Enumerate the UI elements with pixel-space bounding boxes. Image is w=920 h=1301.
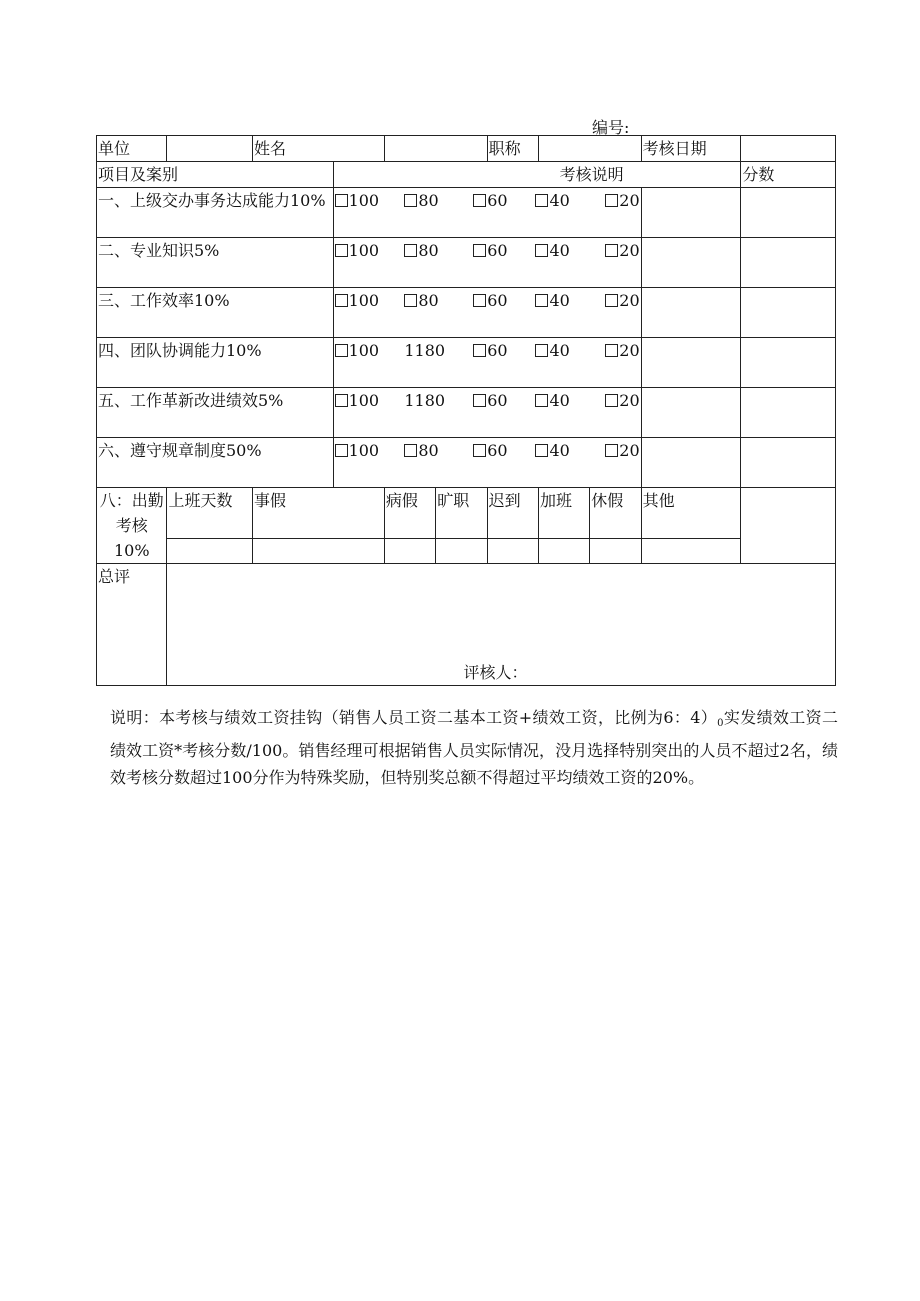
attendance-header-row <box>97 488 836 539</box>
item-label: 一、上级交办事务达成能力10% <box>97 188 334 238</box>
item-score-cell[interactable] <box>741 338 836 388</box>
checkbox-icon[interactable] <box>535 394 548 407</box>
item-label: 二、专业知识5% <box>97 238 334 288</box>
rating-option[interactable] <box>605 288 639 313</box>
rating-option[interactable] <box>404 438 473 463</box>
rating-option-label: 40 <box>549 391 570 410</box>
rating-options-group <box>335 238 640 263</box>
rating-option[interactable] <box>404 338 473 363</box>
rating-option[interactable] <box>404 188 473 213</box>
note-text-1: 说明：本考核与绩效工资挂钩（销售人员工资二基本工资+绩效工资，比例为6：4） <box>110 708 718 727</box>
attendance-other-label: 其他 <box>641 488 741 539</box>
rating-option[interactable] <box>605 438 639 463</box>
rating-option-label: 40 <box>549 341 570 360</box>
rating-option-label: 60 <box>487 241 508 260</box>
column-header-row <box>97 162 836 188</box>
rating-option[interactable] <box>404 388 473 413</box>
rating-option-label: 80 <box>418 241 439 260</box>
rating-option-label: 20 <box>619 441 640 460</box>
item-score-cell[interactable] <box>741 388 836 438</box>
rating-option-label: 100 <box>348 341 380 360</box>
attendance-score-cell[interactable] <box>741 488 836 564</box>
explanation-note <box>110 704 838 791</box>
item-label: 四、团队协调能力10% <box>97 338 334 388</box>
rating-option[interactable] <box>535 388 605 413</box>
rating-option[interactable] <box>404 238 473 263</box>
checkbox-icon[interactable] <box>335 344 348 357</box>
item-label: 六、遵守规章制度50% <box>97 438 334 488</box>
rating-options <box>333 238 641 288</box>
item-blank-cell[interactable] <box>641 188 741 238</box>
rating-option-label: 100 <box>348 191 380 210</box>
name-label: 姓名 <box>253 136 385 162</box>
rating-option-label: 100 <box>348 441 380 460</box>
rating-option-label: 100 <box>348 391 380 410</box>
checkbox-icon[interactable] <box>473 294 486 307</box>
desc-column-label: 考核说明 <box>559 165 624 184</box>
rating-option-label: 40 <box>549 191 570 210</box>
checkbox-icon[interactable] <box>605 394 618 407</box>
item-blank-cell[interactable] <box>641 238 741 288</box>
unit-value[interactable] <box>167 136 253 162</box>
checkbox-icon[interactable] <box>335 294 348 307</box>
unit-label: 单位 <box>97 136 167 162</box>
attendance-other-value[interactable] <box>641 538 741 563</box>
item-score-cell[interactable] <box>741 188 836 238</box>
attendance-overtime-value[interactable] <box>538 538 589 563</box>
checkbox-icon[interactable] <box>335 394 348 407</box>
checkbox-icon[interactable] <box>404 194 417 207</box>
attendance-work-days-value[interactable] <box>167 538 253 563</box>
item-blank-cell[interactable] <box>641 288 741 338</box>
item-score-cell[interactable] <box>741 288 836 338</box>
rating-option-label: 80 <box>418 441 439 460</box>
rating-option[interactable] <box>335 288 405 313</box>
rating-options <box>333 188 641 238</box>
date-value[interactable] <box>741 136 836 162</box>
rating-option-label: 1180 <box>404 391 446 410</box>
rating-option[interactable] <box>473 238 535 263</box>
rating-option[interactable] <box>535 338 605 363</box>
attendance-work-days-label: 上班天数 <box>167 488 253 539</box>
rating-option-label: 40 <box>549 441 570 460</box>
assessment-form <box>96 135 836 686</box>
rating-option[interactable] <box>605 338 639 363</box>
attendance-personal-leave-value[interactable] <box>253 538 385 563</box>
checkbox-icon[interactable] <box>605 194 618 207</box>
rating-option-label: 20 <box>619 341 640 360</box>
rating-option[interactable] <box>535 438 605 463</box>
rating-options <box>333 388 641 438</box>
item-label: 三、工作效率10% <box>97 288 334 338</box>
rating-option-label: 40 <box>549 241 570 260</box>
checkbox-icon[interactable] <box>605 294 618 307</box>
attendance-value-row <box>97 538 836 563</box>
checkbox-icon[interactable] <box>335 194 348 207</box>
item-score-cell[interactable] <box>741 438 836 488</box>
assessment-item-row <box>97 338 836 388</box>
rating-option[interactable] <box>335 338 405 363</box>
checkbox-icon[interactable] <box>605 444 618 457</box>
checkbox-icon[interactable] <box>404 444 417 457</box>
checkbox-icon[interactable] <box>404 294 417 307</box>
rating-option-label: 60 <box>487 291 508 310</box>
rating-option-label: 1180 <box>404 341 446 360</box>
rating-option-label: 80 <box>418 191 439 210</box>
item-blank-cell[interactable] <box>641 438 741 488</box>
item-column-header: 项目及案别 <box>97 162 334 188</box>
name-value[interactable] <box>384 136 487 162</box>
rating-option[interactable] <box>605 238 639 263</box>
rating-option[interactable] <box>473 288 535 313</box>
attendance-late-value[interactable] <box>487 538 538 563</box>
rating-option-label: 60 <box>487 391 508 410</box>
date-label: 考核日期 <box>641 136 741 162</box>
checkbox-icon[interactable] <box>473 344 486 357</box>
attendance-label: 八：出勤考核10% <box>97 488 167 564</box>
attendance-vacation-value[interactable] <box>590 538 641 563</box>
rating-option[interactable] <box>473 188 535 213</box>
rating-options-group <box>335 388 640 413</box>
rating-option-label: 60 <box>487 441 508 460</box>
checkbox-icon[interactable] <box>535 294 548 307</box>
assessment-item-row <box>97 238 836 288</box>
item-label: 五、工作革新改进绩效5% <box>97 388 334 438</box>
checkbox-icon[interactable] <box>605 244 618 257</box>
rating-option-label: 100 <box>348 291 380 310</box>
header-row <box>97 136 836 162</box>
rating-option[interactable] <box>404 288 473 313</box>
attendance-vacation-label: 休假 <box>590 488 641 539</box>
rating-options-group <box>335 188 640 213</box>
rating-options-group <box>335 438 640 463</box>
reviewer-label: 评核人： <box>463 663 528 682</box>
item-blank-cell[interactable] <box>641 338 741 388</box>
rating-option-label: 80 <box>418 291 439 310</box>
rating-option[interactable] <box>605 388 639 413</box>
attendance-late-label: 迟到 <box>487 488 538 539</box>
score-column-header: 分数 <box>741 162 836 188</box>
rating-option-label: 100 <box>348 241 380 260</box>
rating-options <box>333 288 641 338</box>
summary-content[interactable] <box>167 564 836 686</box>
note-subscript: 0 <box>717 718 724 729</box>
checkbox-icon[interactable] <box>535 194 548 207</box>
attendance-personal-leave-label: 事假 <box>253 488 385 539</box>
rating-option-label: 60 <box>487 341 508 360</box>
rating-option-label: 20 <box>619 191 640 210</box>
title-label: 职称 <box>487 136 538 162</box>
rating-option[interactable] <box>335 438 405 463</box>
rating-option-label: 20 <box>619 291 640 310</box>
rating-option[interactable] <box>473 338 535 363</box>
checkbox-icon[interactable] <box>473 394 486 407</box>
rating-options <box>333 438 641 488</box>
serial-number-label: 编号: <box>592 118 630 137</box>
assessment-item-row <box>97 288 836 338</box>
checkbox-icon[interactable] <box>335 244 348 257</box>
attendance-sick-leave-label: 病假 <box>384 488 435 539</box>
rating-option[interactable] <box>535 188 605 213</box>
summary-label: 总评 <box>97 564 167 686</box>
rating-option[interactable] <box>535 288 605 313</box>
assessment-item-row <box>97 438 836 488</box>
rating-option-label: 60 <box>487 191 508 210</box>
rating-option[interactable] <box>535 238 605 263</box>
rating-option[interactable] <box>335 188 405 213</box>
desc-column-header <box>333 162 741 188</box>
rating-options-group <box>335 288 640 313</box>
checkbox-icon[interactable] <box>473 244 486 257</box>
rating-option[interactable] <box>473 388 535 413</box>
checkbox-icon[interactable] <box>404 244 417 257</box>
rating-option[interactable] <box>335 388 405 413</box>
rating-option[interactable] <box>605 188 639 213</box>
rating-option[interactable] <box>473 438 535 463</box>
checkbox-icon[interactable] <box>473 194 486 207</box>
item-score-cell[interactable] <box>741 238 836 288</box>
checkbox-icon[interactable] <box>535 344 548 357</box>
note-text-2: 实发绩效工资二绩效工资*考核分数/100。销售经理可根据销售人员实际情况，没月选择特别突出的人员不超过2名，绩效考核分数超过100分作为特殊奖励，但特别奖总额不得超过平均绩效工资的20%。 <box>110 708 838 787</box>
checkbox-icon[interactable] <box>535 444 548 457</box>
attendance-absence-value[interactable] <box>436 538 487 563</box>
assessment-item-row <box>97 188 836 238</box>
attendance-overtime-label: 加班 <box>538 488 589 539</box>
rating-option-label: 40 <box>549 291 570 310</box>
rating-option-label: 20 <box>619 391 640 410</box>
checkbox-icon[interactable] <box>335 444 348 457</box>
rating-options-group <box>335 338 640 363</box>
rating-option-label: 20 <box>619 241 640 260</box>
attendance-sick-leave-value[interactable] <box>384 538 435 563</box>
checkbox-icon[interactable] <box>473 444 486 457</box>
attendance-absence-label: 旷职 <box>436 488 487 539</box>
rating-options <box>333 338 641 388</box>
rating-option[interactable] <box>335 238 405 263</box>
checkbox-icon[interactable] <box>535 244 548 257</box>
summary-row <box>97 564 836 686</box>
item-blank-cell[interactable] <box>641 388 741 438</box>
checkbox-icon[interactable] <box>605 344 618 357</box>
assessment-item-row <box>97 388 836 438</box>
title-value[interactable] <box>538 136 641 162</box>
